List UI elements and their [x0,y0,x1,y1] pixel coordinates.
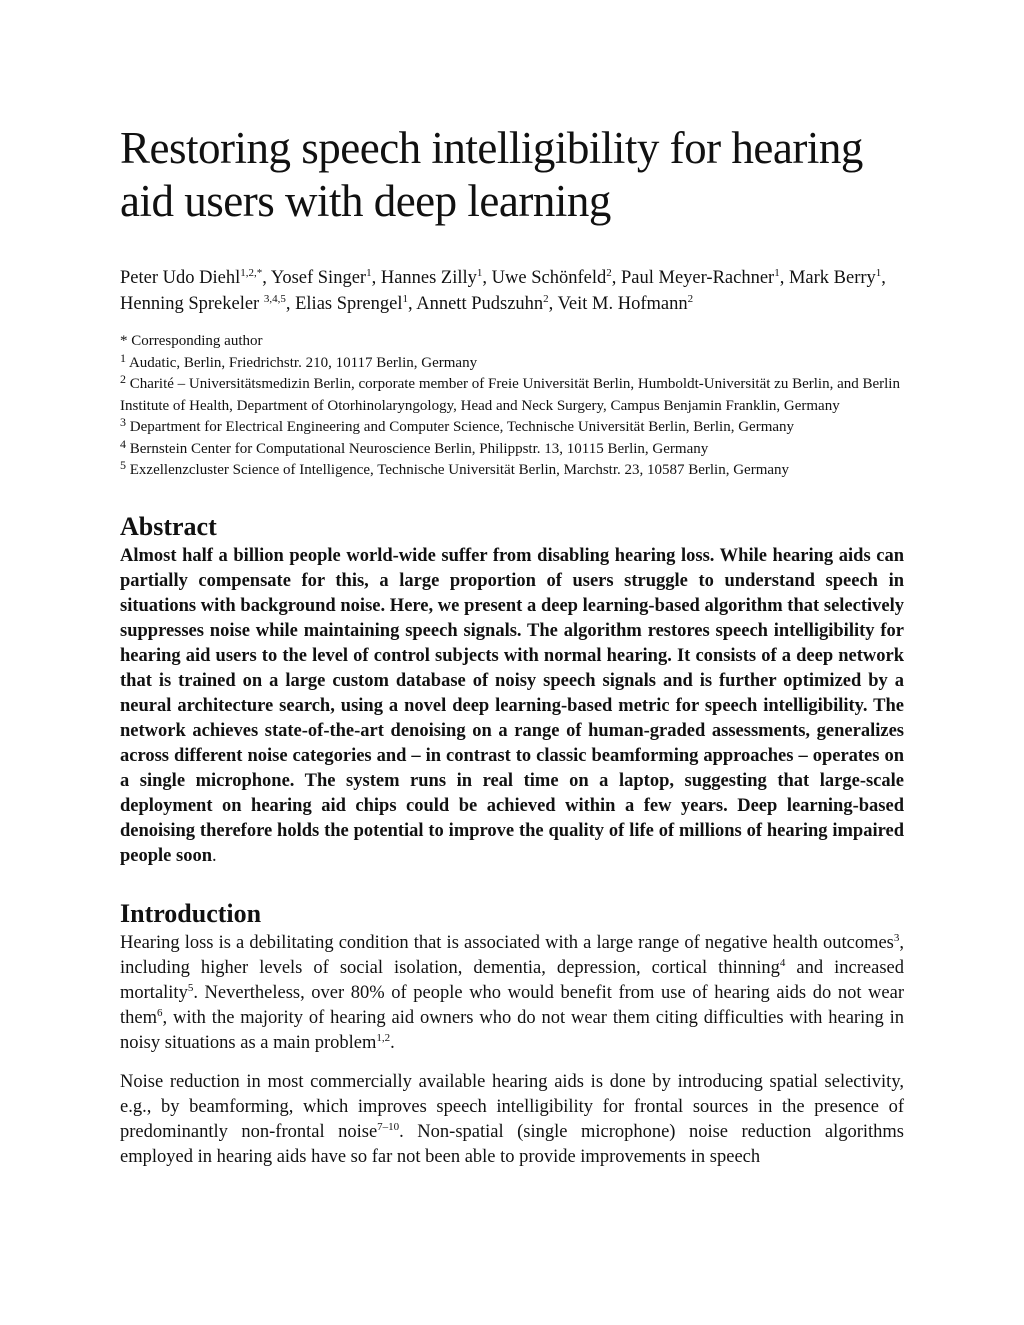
author: Annett Pudszuhn$^2$, [416,293,558,314]
author-list [120,265,904,317]
affiliation-item: $^5$ Exzellenzcluster Science of Intelligence, Technische Universität Berlin, Marchstr. 23, 10587 Berlin, Germany [120,458,790,478]
citation: 6 [157,1006,163,1019]
affiliation-item: $^4$ Bernstein Center for Computational Neuroscience Berlin, Philippstr. 13, 10115 Berlin, Germany [120,436,709,457]
author: Elias Sprengel$^1$, [295,293,417,314]
abstract-text: Almost half a billion people world-wide suffer from disabling hearing loss. While hearing aids can partially compensate for this, a large proportion of users struggle to understand speech in situations with background noise. Here, we present a deep learning-based algorithm that selectively suppresses noise while maintaining speech signals. The algorithm restores speech intelligibility for hearing aid users to the level of control subjects with normal hearing. It consists of a deep network that is trained on a large custom database of noisy speech signals and is further optimized by a neural architecture search, using a novel deep learning-based metric for speech intelligibility. The network achieves state-of-the-art denoising on a range of human-graded assessments, generalizes across different noise categories and – in contrast to classic beamforming approaches – operates on a single microphone. The system runs in real time on a laptop, suggesting that large-scale deployment on hearing aid chips could be achieved within a few years. Deep learning-based denoising therefore holds the potential to improve the quality of life of millions of hearing impaired people soon. [120,545,904,866]
affiliation-item: $^1$ Audatic, Berlin, Friedrichstr. 210, 10117 Berlin, Germany [120,350,478,371]
corresponding-author-note: * Corresponding author [120,333,263,349]
citation: 4 [779,956,786,969]
author: Paul Meyer-Rachner$^1$, [620,267,789,288]
introduction-paragraph-1: Hearing loss is a debilitating condition that is associated with a large range of negative health outcomes$^3$, including higher levels of social isolation, dementia, depression, cortical thinning$^4$ and increased mortality$^5$. Nevertheless, over 80% of people who would benefit from use of hearing aids do not wear them$^6$, with the majority of hearing aid owners who do not wear them citing difficulties with hearing in noisy situations as a main problem$^{1,2}$. [120,931,904,1053]
author: Mark Berry$^1$, [788,267,886,288]
citation: 3 [893,931,900,944]
author: Yosef Singer$^1$, [270,267,381,288]
affiliation-list [120,331,904,482]
author: Hannes Zilly$^1$, [380,267,492,288]
introduction-heading: Introduction [120,898,262,928]
abstract-heading: Abstract [120,511,217,541]
introduction-paragraph-2: Noise reduction in most commercially available hearing aids is done by introducing spatial selectivity, e.g., by beamforming, which improves speech intelligibility for frontal sources in the presence of predominantly non-frontal noise$^{7-10}$. Non-spatial (single microphone) noise reduction algorithms employed in hearing aids have so far not been able to provide improvements in speech [120,1071,905,1167]
paper-page [120,122,904,1170]
author: Uwe Schönfeld$^2$, [491,267,621,288]
affiliation-item: $^3$ Department for Electrical Engineering and Computer Science, Technische Universität Berlin, Berlin, Germany [120,415,795,435]
author: Henning Sprekeler $^{3,4,5}$, [120,293,296,314]
author: Veit M. Hofmann$^2$ [557,293,694,314]
citation: 5 [187,981,194,994]
citation: 1,2 [376,1031,391,1044]
affiliation-item: $^2$ Charité – Universitätsmedizin Berlin, corporate member of Freie Universität Berlin, Humboldt-Universität zu Berlin, and Berlin Institute of Health, Department of Otorhinolaryngology, Head and Neck Surgery, Campus Benjamin Franklin, Germany [120,372,900,414]
citation: 7–10 [377,1120,400,1133]
author: Peter Udo Diehl$^{1,2,*}$, [120,267,271,288]
paper-title: Restoring speech intelligibility for hearing aid users with deep learning [120,123,863,226]
